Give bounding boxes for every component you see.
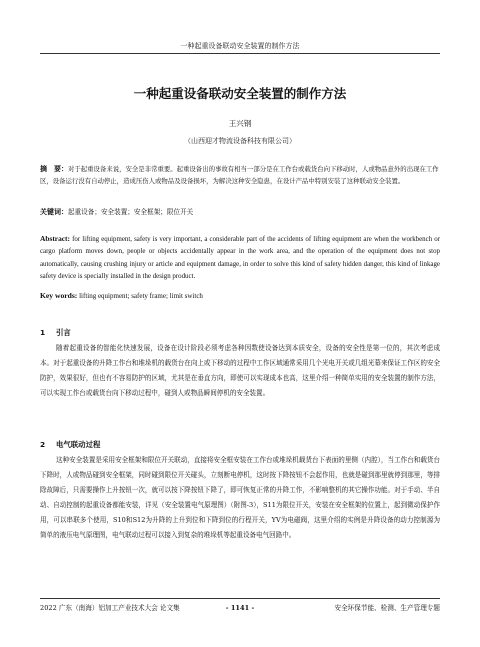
paper-title: 一种起重设备联动安全装置的制作方法 <box>133 86 347 101</box>
section-title: 电气联动过程 <box>56 440 101 449</box>
abstract-en-label: Abstract: <box>40 234 70 243</box>
section-body-1: 随着起重设备的智能化快速发展，设备在设计阶段必须考虑各种因数使设备达到本质安全，设备的安全性是第一位的，其次考虑成本。对于起重设备的升降工作台和堆垛机的载货台在向上或下移动的过程中工作区域通常采用几个光电开关或几组光幕来保证工作区的安全防护，效果很好，但也有不容易防护的区域，尤其是在垂直方向，即使可以实现成本也高，这里介绍一种简单实用的安全装置的制作方法，可以实现工作台或载货台向下移动过程中，碰到人或物品瞬间停机的安全装置。 <box>40 344 440 397</box>
keywords-cn-label: 关键词： <box>40 208 68 216</box>
running-header: 一种起重设备联动安全装置的制作方法 <box>180 42 300 50</box>
keywords-en-label: Key words: <box>40 291 78 300</box>
author-name: 王兴钢 <box>228 119 252 128</box>
page-footer <box>40 602 440 614</box>
keywords-cn-text: 起重设备；安全装置；安全框架；限位开关 <box>68 208 194 216</box>
footer-topic: 安全环保节能、检测、生产管理专题 <box>334 604 440 612</box>
keywords-en-text: lifting equipment; safety frame; limit switch <box>79 292 203 300</box>
footer-rule <box>40 598 440 599</box>
keywords-cn <box>40 207 440 218</box>
abstract-en-text: for lifting equipment, safety is very important, a considerable part of the accidents of lifting equipment are when the workbench or cargo platform moves down, people or objects accidentally appear in the work area, and the operation of the equipment does not stop automatically, causing crushing injury or article and equipment damage, in order to solve this kind of safety hidden danger, this kind of linkage safety device is specially installed in the design product. <box>40 236 440 281</box>
abstract-en <box>40 233 440 284</box>
abstract-cn-label: 摘 要： <box>40 165 68 173</box>
page-number: - 1141 - <box>225 604 255 612</box>
section-title: 引言 <box>56 328 71 337</box>
footer-proceedings: 2022 广东（南海）铝加工产业技术大会 论文集 <box>40 604 180 612</box>
section-number: 1 <box>40 328 46 337</box>
author-affiliation: （山西迎才物流设备科技有限公司） <box>184 137 296 145</box>
keywords-en <box>40 290 440 302</box>
section-heading-1 <box>40 327 440 338</box>
header-rule <box>40 53 440 54</box>
section-heading-2 <box>40 439 440 450</box>
section-number: 2 <box>40 440 46 449</box>
abstract-cn <box>40 163 440 187</box>
abstract-cn-text: 对于起重设备来说，安全是非常重要。起重设备出的事故有相当一部分是在工作台或载货台向下移动时，人或物品意外的出现在工作区，设备运行没有自动停止，造成压伤人或物品及设备损坏，为解决这种安全隐患，在设计产品中特别安装了这种联动安全装置。 <box>40 165 439 186</box>
section-body-2: 这种安全装置是采用安全框架和限位开关联动，直接将安全框安装在工作台或堆垛机载货台下表面的里侧（内腔），当工作台和载货台下降时，人或物品碰到安全框架，同时碰到限位开关碰头，立刻断电停机，这时按下降按钮不会起作用，也就是碰到那里就停到那里，等排除故障后，只需要操作上升按钮一次，就可以按下降按钮下降了，即可恢复正常的升降工作，不影响整机的其它操作功能。对于手动、半自动、自动控制的起重设备都能安装，详见（安全装置电气原理图）（附图-3），S11为限位开关，安装在安全框架的位置上，起到微动保护作用，可以串联多个使用，S10和S12为升降的上升到位和下降到位的行程开关，YV为电磁阀，这里介绍的实例是升降设备的动力控制源为简单的液压电气原理图，电气联动过程可以接入到复杂的堆垛机等起重设备电气回路中。 <box>40 456 440 539</box>
